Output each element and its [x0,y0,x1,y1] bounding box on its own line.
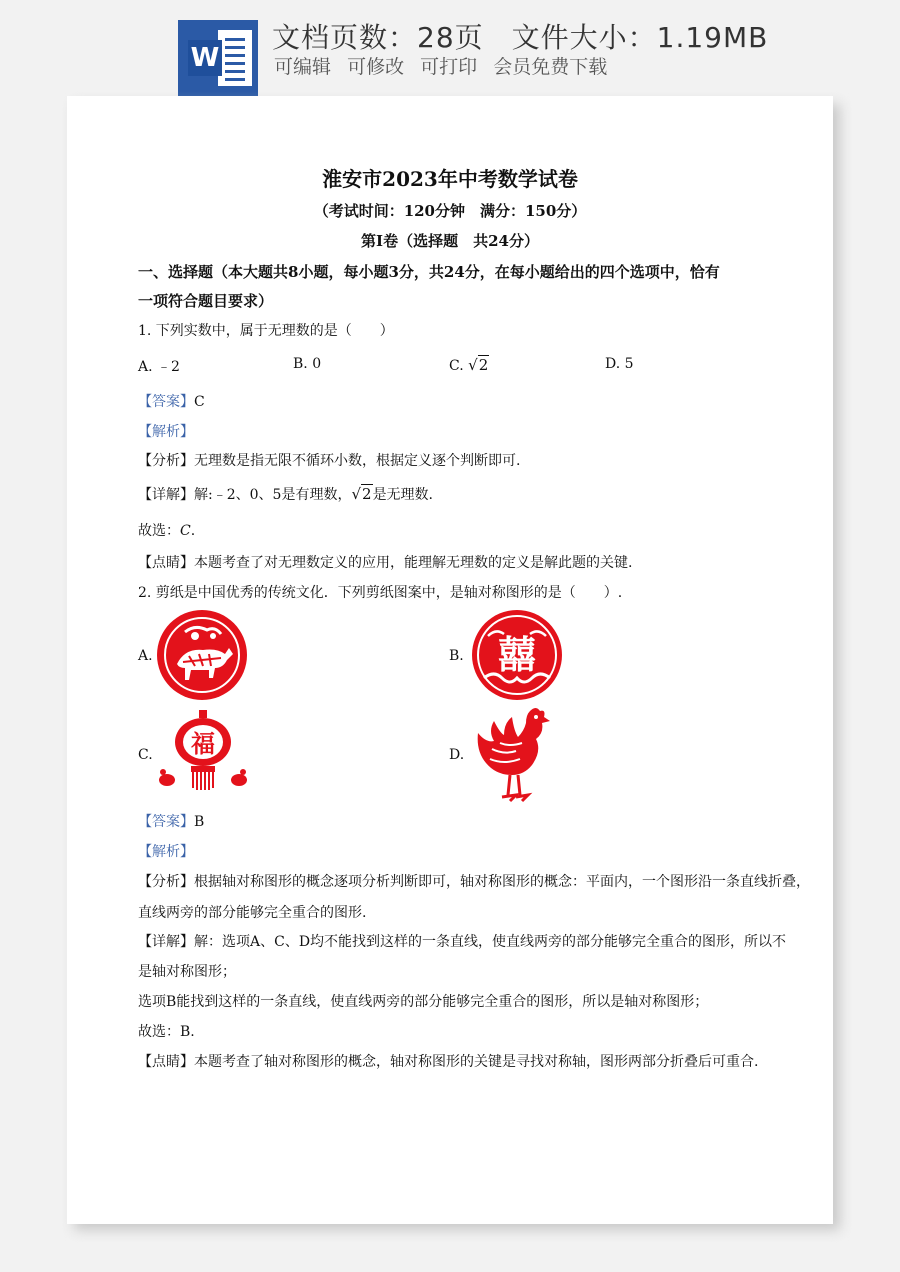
file-size: 文件大小：1.19MB [511,21,769,54]
double-happiness-papercut-image [470,608,564,702]
q1-stem: 1. 下列实数中，属于无理数的是（ ） [138,323,394,339]
part-heading-line1: 一、选择题（本大题共8小题，每小题3分，共24分，在每小题给出的四个选项中，恰有 [138,263,720,281]
q1-option-d: D. 5 [605,356,634,372]
q2-xiangjie-line3: 选项B能找到这样的一条直线，使直线两旁的部分能够完全重合的图形，所以是轴对称图形； [138,994,709,1010]
q2-analysis-tag: 【解析】 [138,844,194,860]
q2-fenxi-line1: 【分析】根据轴对称图形的概念逐项分析判断即可，轴对称图形的概念：平面内，一个图形沿一条直线折叠， [138,874,810,890]
q2-option-d-label: D. [449,747,465,763]
q2-xiangjie-line1: 【详解】解：选项A、C、D均不能找到这样的一条直线，使直线两旁的部分能够完全重合的图形，所以不 [138,934,787,950]
q1-analysis-tag: 【解析】 [138,424,194,440]
exam-title: 淮安市2023年中考数学试卷 [322,167,578,191]
q1-fenxi: 【分析】无理数是指无限不循环小数，根据定义逐个判断即可. [138,453,521,469]
q2-stem: 2. 剪纸是中国优秀的传统文化．下列剪纸图案中，是轴对称图形的是（ ）. [138,585,623,601]
feature-member-download: 会员免费下载 [493,56,608,78]
q2-xiangjie-line2: 是轴对称图形； [138,964,236,980]
q1-dianjing: 【点睛】本题考查了对无理数定义的应用，能理解无理数的定义是解此题的关键. [138,555,633,571]
feature-editable: 可编辑 [274,56,332,78]
q1-option-a: A. ﹣2 [138,359,180,375]
part-heading-line2: 一项符合题目要求） [138,292,274,310]
sqrt-symbol: √2 [351,485,372,503]
q1-answer: 【答案】C [138,394,205,410]
q2-option-a-label: A. [138,648,153,664]
q1-option-c: C. √2 [449,356,489,374]
page-count: 文档页数：28页 [272,21,484,54]
feature-list [274,54,617,80]
q2-fenxi-line2: 直线两旁的部分能够完全重合的图形. [138,905,367,921]
fu-lantern-papercut-image [155,708,251,798]
q2-answer: 【答案】B [138,814,205,830]
rooster-papercut-image [470,703,554,805]
q2-option-b-label: B. [449,648,464,664]
doc-stats [272,18,768,58]
word-doc-icon: W [178,20,258,96]
exam-info: （考试时间：120分钟 满分：150分） [313,202,587,220]
q2-option-c-label: C. [138,747,153,763]
q1-choice: 故选：C. [138,523,196,539]
ox-papercut-image [155,608,249,702]
download-banner [0,0,900,96]
feature-modifiable: 可修改 [347,56,405,78]
papercut-char-c: 福 [191,729,215,758]
feature-printable: 可打印 [420,56,478,78]
sqrt-symbol: √2 [468,356,489,374]
q1-xiangjie: 【详解】解:﹣2、0、5是有理数，√2是无理数. [138,485,434,503]
q2-choice: 故选：B. [138,1024,195,1040]
papercut-char-b: 囍 [497,633,537,677]
section-title: 第Ⅰ卷（选择题 共24分） [361,232,539,250]
q1-option-b: B. 0 [293,356,322,372]
q2-dianjing: 【点睛】本题考查了轴对称图形的概念，轴对称图形的关键是寻找对称轴，图形两部分折叠后可重合. [138,1054,759,1070]
document-page [67,96,833,1224]
